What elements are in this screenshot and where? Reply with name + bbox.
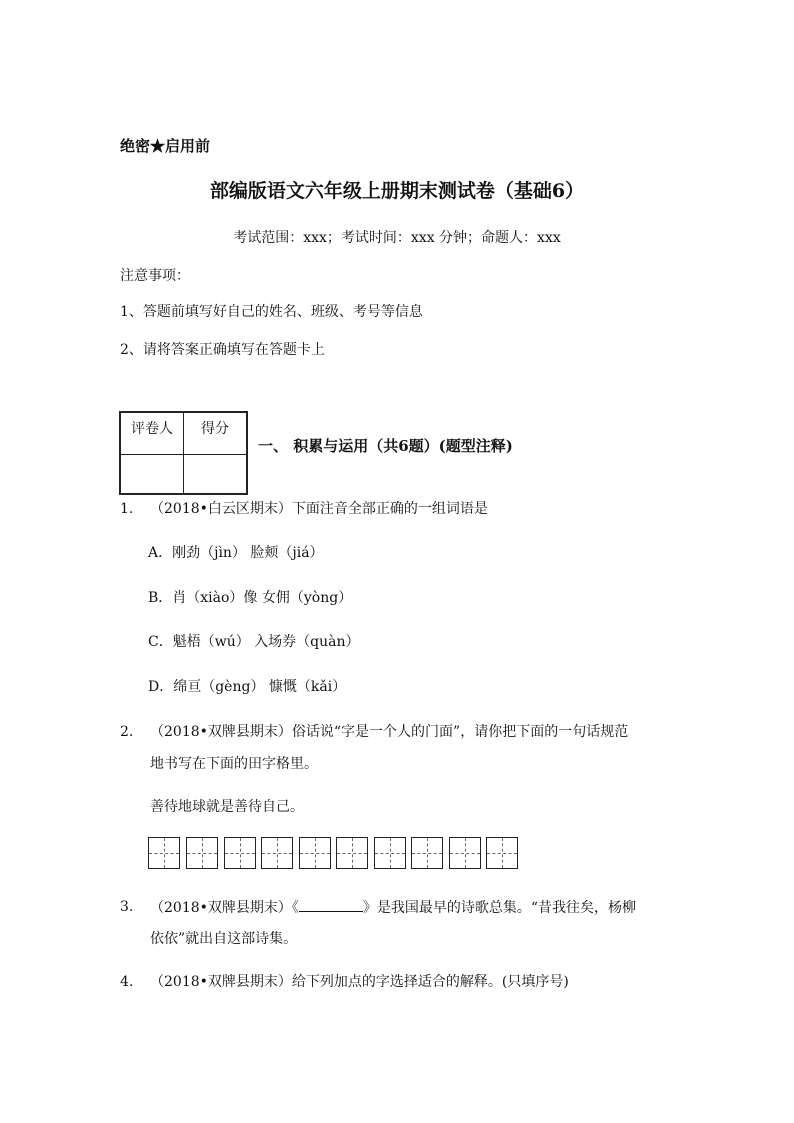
question-text-part: 》是我国最早的诗歌总集。“昔我往矣，杨柳 xyxy=(362,900,637,916)
question-text: 依依”就出自这部诗集。 xyxy=(150,931,298,947)
tianzige-cell[interactable] xyxy=(224,837,256,869)
tianzige-cell[interactable] xyxy=(148,837,180,869)
notes-heading: 注意事项： xyxy=(120,268,190,284)
question-text: 地书写在下面的田字格里。 xyxy=(150,756,318,772)
question-sentence: 善待地球就是善待自己。 xyxy=(150,799,304,815)
question-text: （2018•双牌县期末）俗话说“字是一个人的门面”，请你把下面的一句话规范 xyxy=(150,724,629,740)
page-title: 部编版语文六年级上册期末测试卷（基础6） xyxy=(209,180,585,202)
tianzige-grid xyxy=(148,837,518,871)
question-text: （2018•白云区期末）下面注音全部正确的一组词语是 xyxy=(150,501,488,517)
question-number: 1. xyxy=(120,501,134,517)
tianzige-cell[interactable] xyxy=(449,837,481,869)
tianzige-cell[interactable] xyxy=(486,837,518,869)
question-number: 2. xyxy=(120,724,134,740)
tianzige-cell[interactable] xyxy=(336,837,368,869)
tianzige-cell[interactable] xyxy=(411,837,443,869)
question-text-part: （2018•双牌县期末）《 xyxy=(150,900,299,916)
note-item: 2、请将答案正确填写在答题卡上 xyxy=(120,342,325,358)
score-table-score-header: 得分 xyxy=(184,412,248,455)
question-number: 3. xyxy=(120,899,134,915)
question-number: 4. xyxy=(120,974,134,990)
fill-blank[interactable] xyxy=(299,897,363,912)
exam-meta: 考试范围：xxx；考试时间：xxx 分钟；命题人：xxx xyxy=(233,230,561,246)
question-text: （2018•双牌县期末）给下列加点的字选择适合的解释。(只填序号) xyxy=(150,974,569,990)
secret-label: 绝密★启用前 xyxy=(120,137,211,155)
tianzige-cell[interactable] xyxy=(374,837,406,869)
tianzige-cell[interactable] xyxy=(186,837,218,869)
score-table-grader-header: 评卷人 xyxy=(120,412,184,455)
tianzige-cell[interactable] xyxy=(299,837,331,869)
score-table-score-cell[interactable] xyxy=(184,455,248,495)
option-d[interactable]: D．绵亘（gèng） 慷慨（kǎi） xyxy=(148,679,347,695)
section-title: 一、 积累与运用（共6题）(题型注释) xyxy=(258,437,513,455)
option-a[interactable]: A．刚劲（jìn） 脸颊（jiá） xyxy=(148,545,324,561)
option-b[interactable]: B．肖（xiào）像 女佣（yòng） xyxy=(148,590,353,606)
question-text xyxy=(150,897,636,918)
score-table-grader-cell[interactable] xyxy=(120,455,184,495)
tianzige-cell[interactable] xyxy=(261,837,293,869)
note-item: 1、答题前填写好自己的姓名、班级、考号等信息 xyxy=(120,304,423,320)
score-table xyxy=(119,411,248,495)
option-c[interactable]: C．魁梧（wú） 入场券（quàn） xyxy=(148,634,360,650)
